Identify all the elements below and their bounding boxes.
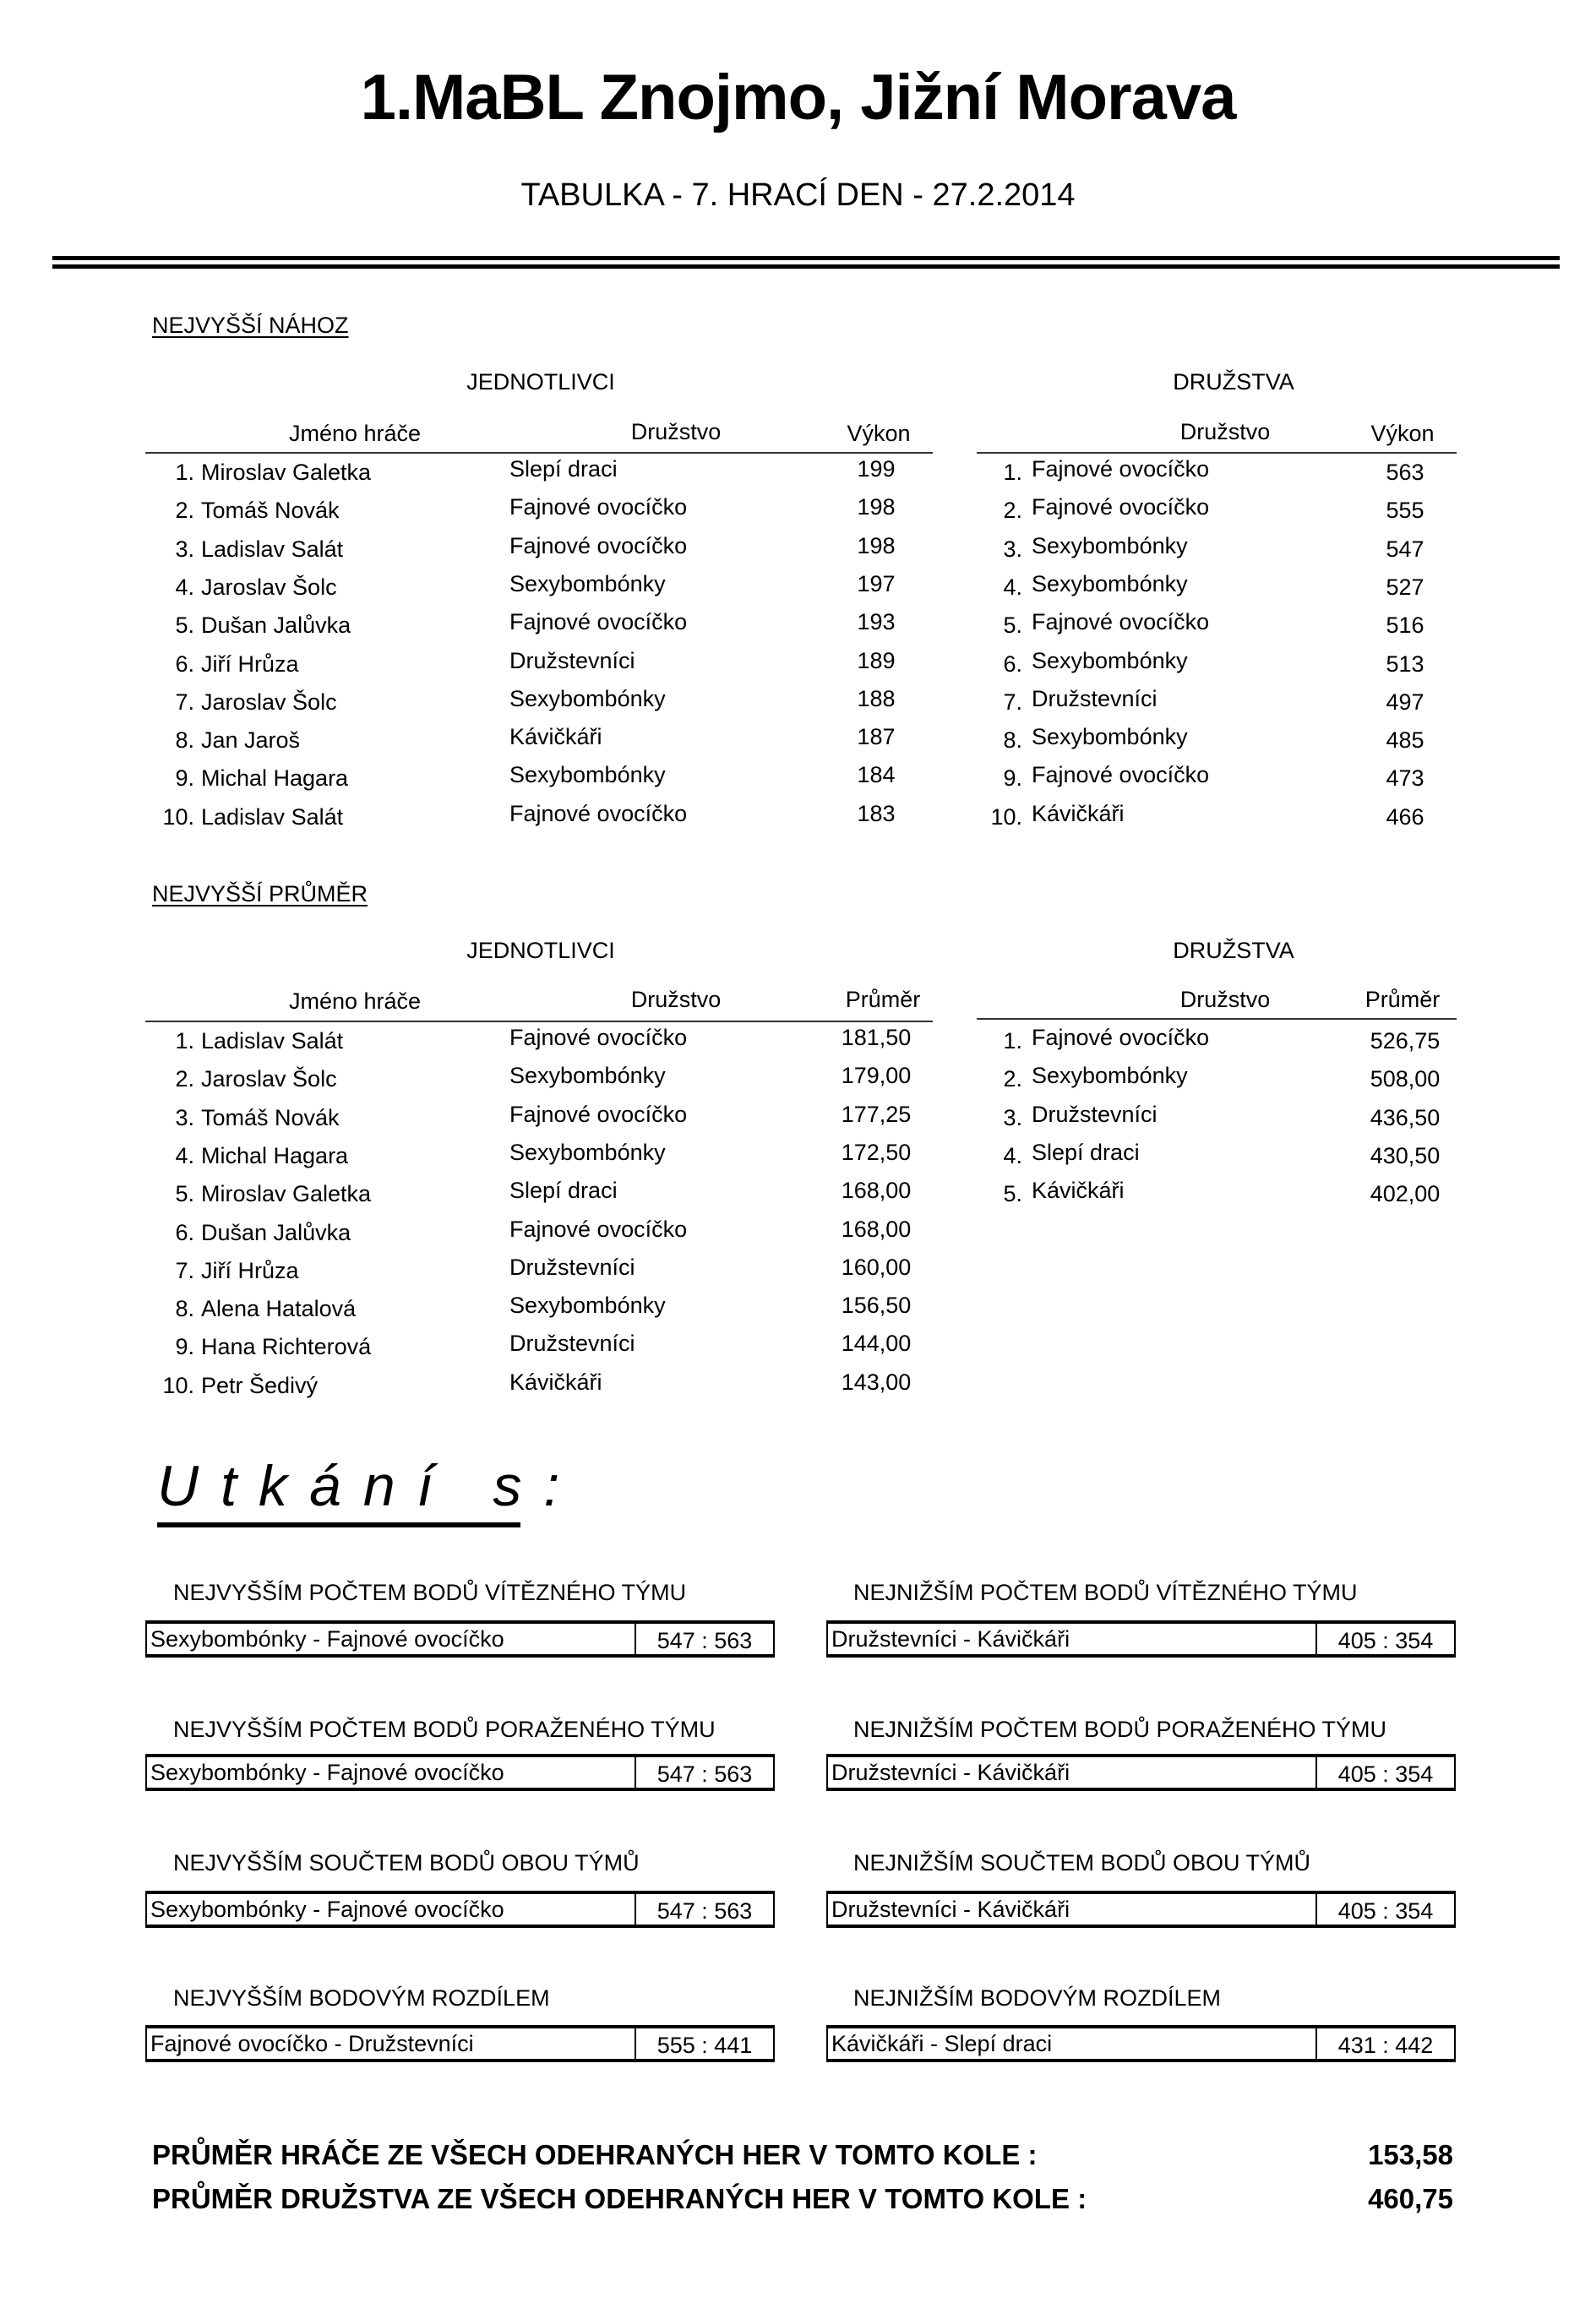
value: 527 xyxy=(1386,574,1424,600)
value: 547 xyxy=(1386,536,1424,562)
team-name: Fajnové ovocíčko xyxy=(1032,609,1210,635)
team-name: Sexybombónky xyxy=(1032,647,1188,673)
player-name: Jaroslav Šolc xyxy=(201,1066,337,1092)
match-teams: Sexybombónky - Fajnové ovocíčko xyxy=(150,1626,504,1652)
match-teams: Družstevníci - Kávičkáři xyxy=(831,1626,1070,1652)
team-name: Sexybombónky xyxy=(1032,570,1188,596)
rank: 4. xyxy=(1003,1142,1022,1168)
value: 563 xyxy=(1386,460,1424,485)
team-name: Družstevníci xyxy=(1032,685,1158,711)
team-name: Kávičkáři xyxy=(509,1369,602,1395)
team-name: Družstevníci xyxy=(1032,1101,1158,1127)
value: 197 xyxy=(857,570,896,596)
header-divider-bottom xyxy=(52,264,1560,269)
team-name: Fajnové ovocíčko xyxy=(1032,762,1210,788)
rank: 2. xyxy=(175,498,194,524)
team-name: Fajnové ovocíčko xyxy=(1032,494,1210,520)
group-label-teams: DRUŽSTVA xyxy=(1173,369,1294,395)
match-result-box xyxy=(145,1754,775,1791)
player-name: Miroslav Galetka xyxy=(201,460,372,485)
match-score: 431 : 442 xyxy=(1315,2028,1454,2059)
match-category-label: NEJNIŽŠÍM BODOVÝM ROZDÍLEM xyxy=(853,1985,1222,2011)
match-teams: Družstevníci - Kávičkáři xyxy=(831,1760,1070,1785)
header-divider-top xyxy=(52,256,1560,260)
team-name: Sexybombónky xyxy=(509,762,666,788)
table-row xyxy=(0,1140,1596,1178)
table-row xyxy=(0,1178,1596,1216)
rank: 4. xyxy=(1003,574,1022,600)
table-row xyxy=(0,648,1596,686)
rank: 1. xyxy=(175,460,194,485)
rank: 5. xyxy=(1003,1181,1022,1207)
rank: 2. xyxy=(175,1066,194,1092)
team-name: Sexybombónky xyxy=(509,570,666,596)
player-name: Michal Hagara xyxy=(201,765,349,792)
player-name: Tomáš Novák xyxy=(201,1104,340,1130)
value: 156,50 xyxy=(841,1293,912,1319)
team-name: Slepí draci xyxy=(509,1178,618,1204)
match-teams: Družstevníci - Kávičkáři xyxy=(831,1897,1070,1922)
group-label-individuals: JEDNOTLIVCI xyxy=(466,938,615,963)
team-name: Fajnové ovocíčko xyxy=(509,532,688,558)
rank: 2. xyxy=(1003,1066,1022,1092)
column-header-team: Družstvo xyxy=(1179,419,1271,444)
player-name: Dušan Jalůvka xyxy=(201,612,351,639)
team-name: Sexybombónky xyxy=(509,685,666,711)
team-name: Fajnové ovocíčko xyxy=(509,1025,688,1050)
match-category-label: NEJNIŽŠÍM SOUČTEM BODŮ OBOU TÝMŮ xyxy=(853,1850,1311,1876)
rank: 3. xyxy=(1003,1104,1022,1130)
team-name: Sexybombónky xyxy=(1032,532,1188,558)
rank: 7. xyxy=(1003,689,1022,715)
column-header-value: Průměr xyxy=(845,987,921,1012)
team-name: Družstevníci xyxy=(509,1331,635,1357)
table-row xyxy=(0,1063,1596,1101)
value: 193 xyxy=(857,609,896,635)
matches-heading-underline xyxy=(157,1522,520,1527)
match-score: 405 : 354 xyxy=(1315,1757,1454,1788)
table-row xyxy=(0,724,1596,762)
group-label-teams: DRUŽSTVA xyxy=(1173,938,1294,963)
value: 436,50 xyxy=(1370,1104,1441,1130)
table-row xyxy=(0,1369,929,1407)
rank: 7. xyxy=(175,689,194,715)
column-header-value: Výkon xyxy=(847,421,911,446)
summary-team-average-value: 460,75 xyxy=(1368,2183,1453,2214)
value: 172,50 xyxy=(841,1139,912,1165)
value: 168,00 xyxy=(841,1216,912,1242)
rank: 8. xyxy=(175,1296,194,1322)
value: 473 xyxy=(1386,765,1424,792)
value: 184 xyxy=(857,762,896,788)
header-underline xyxy=(145,1021,933,1022)
player-name: Petr Šedivý xyxy=(201,1372,319,1398)
rank: 5. xyxy=(1003,612,1022,639)
match-result-box xyxy=(145,1891,775,1928)
rank: 9. xyxy=(175,765,194,792)
column-header-team: Družstvo xyxy=(1179,987,1271,1012)
rank: 1. xyxy=(1003,1028,1022,1054)
page-subtitle: TABULKA - 7. HRACÍ DEN - 27.2.2014 xyxy=(520,177,1076,213)
table-row xyxy=(0,1102,1596,1140)
value: 183 xyxy=(857,800,896,826)
match-score: 555 : 441 xyxy=(635,2028,773,2059)
section-title-prumer: NEJVYŠŠÍ PRŮMĚR xyxy=(152,881,368,906)
rank: 6. xyxy=(175,651,194,677)
value: 516 xyxy=(1386,612,1424,639)
column-header-player: Jméno hráče xyxy=(288,988,422,1014)
team-name: Fajnové ovocíčko xyxy=(509,1216,688,1242)
match-result-box xyxy=(826,2025,1456,2062)
match-teams: Sexybombónky - Fajnové ovocíčko xyxy=(150,1760,504,1785)
team-name: Sexybombónky xyxy=(509,1063,666,1089)
match-category-label: NEJVYŠŠÍM POČTEM BODŮ PORAŽENÉHO TÝMU xyxy=(173,1717,716,1742)
value: 188 xyxy=(857,685,896,711)
match-score: 405 : 354 xyxy=(1315,1894,1454,1925)
section-title-nahoz: NEJVYŠŠÍ NÁHOZ xyxy=(152,313,349,338)
value: 198 xyxy=(857,532,896,558)
value: 143,00 xyxy=(841,1369,912,1395)
rank: 8. xyxy=(175,727,194,754)
rank: 10. xyxy=(162,1372,194,1398)
match-category-label: NEJNIŽŠÍM POČTEM BODŮ VÍTĚZNÉHO TÝMU xyxy=(853,1580,1358,1605)
team-name: Družstevníci xyxy=(509,647,635,673)
team-name: Fajnové ovocíčko xyxy=(509,609,688,635)
column-header-player: Jméno hráče xyxy=(288,421,422,446)
table-row xyxy=(0,1025,1596,1063)
team-name: Sexybombónky xyxy=(509,1139,666,1165)
column-header-value: Průměr xyxy=(1364,987,1441,1012)
player-name: Alena Hatalová xyxy=(201,1296,357,1322)
table-row xyxy=(0,1255,929,1293)
value: 179,00 xyxy=(841,1063,912,1089)
value: 430,50 xyxy=(1370,1142,1441,1168)
rank: 1. xyxy=(175,1028,194,1054)
team-name: Fajnové ovocíčko xyxy=(509,1101,688,1127)
rank: 5. xyxy=(175,1181,194,1207)
column-header-team: Družstvo xyxy=(630,987,722,1012)
team-name: Sexybombónky xyxy=(1032,1063,1188,1089)
match-category-label: NEJVYŠŠÍM SOUČTEM BODŮ OBOU TÝMŮ xyxy=(173,1850,640,1876)
value: 144,00 xyxy=(841,1331,912,1357)
rank: 8. xyxy=(1003,727,1022,754)
match-result-box xyxy=(145,1620,775,1658)
value: 199 xyxy=(857,456,896,482)
summary-player-average-label: PRŮMĚR HRÁČE ZE VŠECH ODEHRANÝCH HER V TOMTO KOLE : xyxy=(152,2139,1038,2170)
match-result-box xyxy=(826,1620,1456,1658)
match-category-label: NEJVYŠŠÍM BODOVÝM ROZDÍLEM xyxy=(173,1985,550,2011)
value: 187 xyxy=(857,724,896,750)
rank: 9. xyxy=(1003,765,1022,792)
player-name: Miroslav Galetka xyxy=(201,1181,372,1207)
match-result-box xyxy=(826,1891,1456,1928)
team-name: Sexybombónky xyxy=(509,1293,666,1319)
value: 555 xyxy=(1386,498,1424,524)
rank: 10. xyxy=(990,803,1022,830)
match-result-box xyxy=(826,1754,1456,1791)
player-name: Jaroslav Šolc xyxy=(201,689,337,715)
column-header-value: Výkon xyxy=(1370,421,1435,446)
value: 497 xyxy=(1386,689,1424,715)
rank: 9. xyxy=(175,1334,194,1360)
player-name: Jiří Hrůza xyxy=(201,651,299,677)
rank: 7. xyxy=(175,1257,194,1283)
group-label-individuals: JEDNOTLIVCI xyxy=(466,369,615,395)
rank: 10. xyxy=(162,803,194,830)
rank: 3. xyxy=(175,536,194,562)
team-name: Družstevníci xyxy=(509,1254,635,1280)
table-row xyxy=(0,801,1596,839)
team-name: Fajnové ovocíčko xyxy=(1032,456,1210,482)
value: 526,75 xyxy=(1370,1028,1441,1054)
header-underline xyxy=(145,452,933,454)
table-row xyxy=(0,686,1596,724)
summary-player-average-value: 153,58 xyxy=(1368,2139,1453,2170)
match-category-label: NEJNIŽŠÍM POČTEM BODŮ PORAŽENÉHO TÝMU xyxy=(853,1717,1387,1742)
value: 160,00 xyxy=(841,1254,912,1280)
value: 513 xyxy=(1386,651,1424,677)
rank: 3. xyxy=(175,1104,194,1130)
match-category-label: NEJVYŠŠÍM POČTEM BODŮ VÍTĚZNÉHO TÝMU xyxy=(173,1580,687,1605)
rank: 4. xyxy=(175,1142,194,1168)
table-row xyxy=(0,762,1596,800)
match-score: 547 : 563 xyxy=(635,1757,773,1788)
table-row xyxy=(0,494,1596,532)
value: 402,00 xyxy=(1370,1181,1441,1207)
team-name: Fajnové ovocíčko xyxy=(509,494,688,520)
rank: 2. xyxy=(1003,498,1022,524)
team-name: Kávičkáři xyxy=(509,724,602,750)
table-row xyxy=(0,571,1596,609)
rank: 6. xyxy=(175,1219,194,1245)
team-name: Fajnové ovocíčko xyxy=(509,800,688,826)
table-row xyxy=(0,1331,929,1369)
match-teams: Fajnové ovocíčko - Družstevníci xyxy=(150,2031,474,2056)
header-underline xyxy=(977,1018,1457,1020)
match-result-box xyxy=(145,2025,775,2062)
rank: 6. xyxy=(1003,651,1022,677)
player-name: Michal Hagara xyxy=(201,1142,349,1168)
table-row xyxy=(0,1293,929,1331)
page-title: 1.MaBL Znojmo, Jižní Morava xyxy=(360,62,1236,133)
player-name: Tomáš Novák xyxy=(201,498,340,524)
player-name: Jiří Hrůza xyxy=(201,1257,299,1283)
match-score: 547 : 563 xyxy=(635,1624,773,1654)
value: 198 xyxy=(857,494,896,520)
match-score: 547 : 563 xyxy=(635,1894,773,1925)
player-name: Ladislav Salát xyxy=(201,1028,344,1054)
team-name: Slepí draci xyxy=(1032,1139,1140,1165)
match-teams: Sexybombónky - Fajnové ovocíčko xyxy=(150,1897,504,1922)
value: 168,00 xyxy=(841,1178,912,1204)
value: 466 xyxy=(1386,803,1424,830)
header-underline xyxy=(977,452,1457,454)
summary-team-average-label: PRŮMĚR DRUŽSTVA ZE VŠECH ODEHRANÝCH HER V TOMTO KOLE : xyxy=(152,2183,1087,2214)
matches-heading: Utkání s: xyxy=(157,1454,582,1518)
rank: 1. xyxy=(1003,460,1022,485)
value: 508,00 xyxy=(1370,1066,1441,1092)
player-name: Ladislav Salát xyxy=(201,803,344,830)
team-name: Kávičkáři xyxy=(1032,1178,1125,1204)
player-name: Dušan Jalůvka xyxy=(201,1219,351,1245)
rank: 4. xyxy=(175,574,194,600)
value: 181,50 xyxy=(841,1025,912,1050)
table-row xyxy=(0,609,1596,647)
table-row xyxy=(0,533,1596,571)
table-row xyxy=(0,456,1596,494)
team-name: Fajnové ovocíčko xyxy=(1032,1025,1210,1050)
value: 177,25 xyxy=(841,1101,912,1127)
value: 189 xyxy=(857,647,896,673)
team-name: Slepí draci xyxy=(509,456,618,482)
player-name: Ladislav Salát xyxy=(201,536,344,562)
team-name: Kávičkáři xyxy=(1032,800,1125,826)
player-name: Jan Jaroš xyxy=(201,727,301,754)
player-name: Hana Richterová xyxy=(201,1334,372,1360)
rank: 5. xyxy=(175,612,194,639)
column-header-team: Družstvo xyxy=(630,419,722,444)
rank: 3. xyxy=(1003,536,1022,562)
table-row xyxy=(0,1217,929,1255)
team-name: Sexybombónky xyxy=(1032,724,1188,750)
player-name: Jaroslav Šolc xyxy=(201,574,337,600)
value: 485 xyxy=(1386,727,1424,754)
match-score: 405 : 354 xyxy=(1315,1624,1454,1654)
match-teams: Kávičkáři - Slepí draci xyxy=(831,2031,1053,2056)
